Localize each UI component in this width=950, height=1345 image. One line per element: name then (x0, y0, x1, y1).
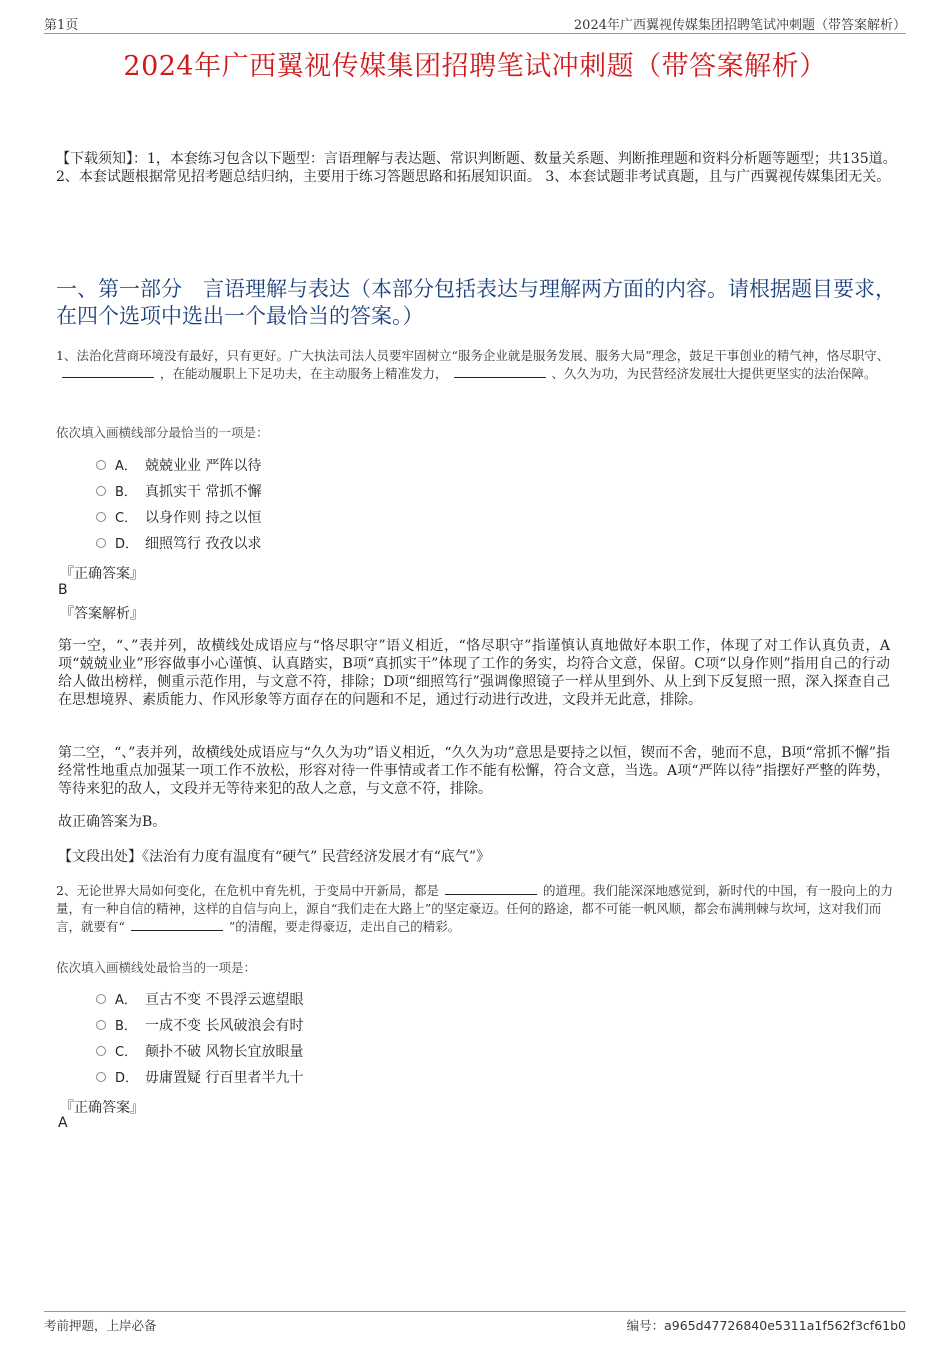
footer-divider (44, 1311, 906, 1312)
q1-option-d[interactable]: D． 细照笃行 孜孜以求 (96, 534, 261, 554)
section-heading: 一、第一部分 言语理解与表达（本部分包括表达与理解两方面的内容。请根据题目要求，在四个选项中选出一个最恰当的答案。） (56, 277, 896, 328)
radio-icon[interactable] (96, 1072, 106, 1082)
q2-answer: A (58, 1115, 68, 1131)
document-title: 2024年广西翼视传媒集团招聘笔试冲刺题（带答案解析） (123, 51, 827, 82)
radio-icon[interactable] (96, 460, 106, 470)
q1-option-b[interactable]: B． 真抓实干 常抓不懈 (96, 482, 261, 502)
q2-option-c[interactable]: C． 颠扑不破 风物长宜放眼量 (96, 1042, 303, 1062)
question-1-text-part1: 1、法治化营商环境没有最好，只有更好。广大执法司法人员要牢固树立“服务企业就是服务发展、服务大局”理念，鼓足干事创业的精气神，恪尽职守、 (56, 348, 890, 363)
fill-blank (131, 918, 223, 931)
q2-option-d[interactable]: D． 毋庸置疑 行百里者半九十 (96, 1068, 303, 1088)
footer-code-value: a965d47726840e5311a1f562f3cf61b0 (664, 1318, 906, 1333)
radio-icon[interactable] (96, 994, 106, 1004)
fill-blank (445, 882, 537, 895)
radio-icon[interactable] (96, 538, 106, 548)
question-2-text (56, 882, 900, 936)
footer-slogan: 考前押题，上岸必备 (44, 1318, 157, 1333)
header-divider (44, 33, 906, 34)
q1-conclusion: 故正确答案为B。 (58, 814, 167, 830)
q2-option-a[interactable]: A． 亘古不变 不畏浮云遮望眼 (96, 990, 303, 1010)
question-1-text-part2: ，在能动履职上下足功夫，在主动服务上精准发力， (160, 366, 448, 381)
q1-option-a[interactable]: A． 兢兢业业 严阵以待 (96, 456, 261, 476)
q1-source: 【文段出处】《法治有力度有温度有“硬气” 民营经济发展才有“底气”》 (58, 849, 491, 865)
footer-code (627, 1316, 906, 1334)
radio-icon[interactable] (96, 512, 106, 522)
q1-analysis-paragraph-1: 第一空，“、”表并列，故横线处成语应与“恪尽职守”语义相近，“恪尽职守”指谨慎认真地做好本职工作，体现了对工作认真负责，A项“兢兢业业”形容做事小心谨慎、认真踏实，B项“真抓实干”体现了工作的务实，均符合文意，保留。C项“以身作则”指用自己的行动给人做出榜样，侧重示范作用，与文意不符，排除；D项“细照笃行”强调像照镜子一样从里到外、从上到下反复照一照，深入探查自己在思想境界、素质能力、作风形象等方面存在的问题和不足，通过行动进行改进，文段并无此意，排除。 (58, 638, 890, 708)
question-1-instruction: 依次填入画横线部分最恰当的一项是： (56, 425, 269, 440)
radio-icon[interactable] (96, 1020, 106, 1030)
radio-icon[interactable] (96, 486, 106, 496)
footer-code-label: 编号： (626, 1318, 665, 1333)
question-2-text-part1: 2、无论世界大局如何变化，在危机中育先机，于变局中开新局，都是 (56, 883, 439, 898)
question-2-text-part2: 的道理。我们能深深地感觉到，新时代的中国，有一股向上的力量，有一种自信的精神，这样的自信与向上，源自“我们走在大路上”的坚定豪迈。任何的路途，都不可能一帆风顺，都会布满荆棘与坎坷，这对我们而言，就要有“ (56, 883, 893, 934)
question-1-text-part3: 、久久为功，为民营经济发展壮大提供更坚实的法治保障。 (551, 366, 877, 381)
q1-answer: B (58, 582, 68, 598)
q1-option-c[interactable]: C． 以身作则 持之以恒 (96, 508, 261, 528)
question-1-text (56, 347, 900, 383)
q2-answer-label: 『正确答案』 (60, 1100, 144, 1116)
question-2-text-part3: ”的清醒，要走得豪迈，走出自己的精彩。 (228, 919, 461, 934)
page-number: 第1页 (44, 18, 79, 33)
q1-analysis-label: 『答案解析』 (60, 606, 144, 622)
question-2-instruction: 依次填入画横线处最恰当的一项是： (56, 960, 257, 975)
q1-answer-label: 『正确答案』 (60, 566, 144, 582)
fill-blank (454, 365, 546, 378)
fill-blank (62, 365, 154, 378)
header-doc-title: 2024年广西翼视传媒集团招聘笔试冲刺题（带答案解析） (573, 18, 906, 33)
q2-option-b[interactable]: B． 一成不变 长风破浪会有时 (96, 1016, 303, 1036)
q1-analysis-paragraph-2: 第二空，“、”表并列，故横线处成语应与“久久为功”语义相近，“久久为功”意思是要持之以恒，锲而不舍，驰而不息，B项“常抓不懈”指经常性地重点加强某一项工作不放松，形容对待一件事情或者工作不能有松懈，符合文意，当选。A项“严阵以待”指摆好严整的阵势，等待来犯的敌人，文段并无等待来犯的敌人之意，与文意不符，排除。 (58, 745, 890, 797)
download-notice: 【下载须知】：1，本套练习包含以下题型：言语理解与表达题、常识判断题、数量关系题、判断推理题和资料分析题等题型；共135道。 2、本套试题根据常见招考题总结归纳，主要用于练习答题思路和拓展知识面。 3、本套试题非考试真题，且与广西翼视传媒集团无关。 (56, 151, 897, 185)
radio-icon[interactable] (96, 1046, 106, 1056)
